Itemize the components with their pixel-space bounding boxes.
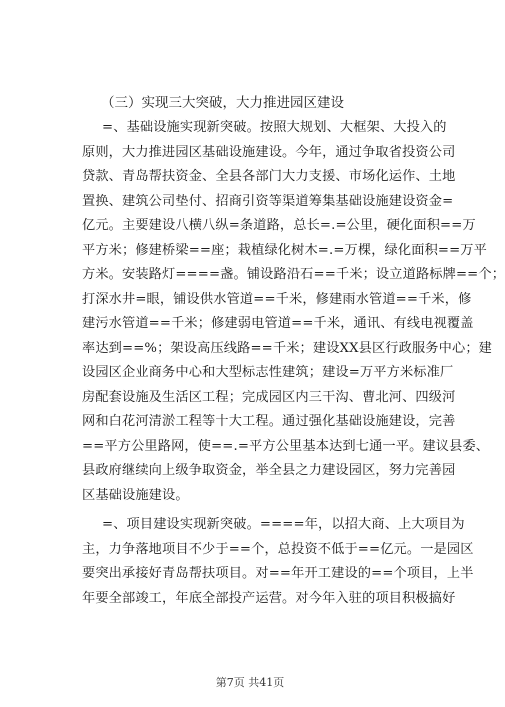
section-heading: （三）实现三大突破，大力推进园区建设: [101, 95, 344, 111]
text-line: 县政府继续向上级争取资金，举全县之力建设园区，努力完善园: [82, 463, 456, 478]
text-line: ==平方公里路网，使==.=平方公里基本达到七通一平。建议县委、: [82, 438, 490, 454]
text-line: 方米。安装路灯====盏。铺设路沿石==千米；设立道路标牌==个；: [82, 267, 505, 282]
text-line: 设园区企业商务中心和大型标志性建筑；建设=万平方米标准厂: [82, 365, 454, 380]
text-line: 网和白花河清淤工程等十大工程。通过强化基础设施建设，完善: [82, 414, 456, 429]
text-line: 房配套设施及生活区工程；完成园区内三干沟、曹北河、四级河: [82, 389, 456, 405]
text-line: 率达到==%；架设高压线路==千米；建设XX县区行政服务中心；建: [82, 340, 492, 356]
text-line: =、基础设施实现新突破。按照大规划、大框架、大投入的: [102, 120, 447, 135]
text-line: 建污水管道==千米；修建弱电管道==千米，通讯、有线电视覆盖: [82, 316, 474, 331]
text-line: 要突出承接好青岛帮扶项目。对==年开工建设的==个项目，上半: [82, 566, 474, 581]
text-line: 打深水井=眼，铺设供水管道==千米，修建雨水管道==千米，修: [82, 291, 472, 307]
text-line: 贷款、青岛帮扶资金、全县各部门大力支援、市场化运作、土地: [82, 169, 456, 184]
text-line: 年要全部竣工，年底全部投产运营。对今年入驻的项目积极搞好: [82, 590, 456, 606]
paragraph-infrastructure: [82, 116, 505, 508]
text-line: 主，力争落地项目不少于==个，总投资不低于==亿元。一是园区: [82, 541, 474, 557]
text-line: 亿元。主要建设八横八纵=条道路，总长=.=公里，硬化面积==万: [82, 218, 476, 233]
text-line: 区基础设施建设。: [82, 487, 189, 503]
text-line: 置换、建筑公司垫付、招商引资等渠道筹集基础设施建设资金=: [82, 193, 454, 209]
text-line: =、项目建设实现新突破。====年，以招大商、上大项目为: [102, 517, 465, 532]
text-line: 平方米；修建桥梁==座；栽植绿化树木=.=万棵，绿化面积==万平: [82, 242, 487, 258]
page-footer: 第7页 共41页: [215, 676, 285, 689]
text-line: 原则，大力推进园区基础设施建设。今年，通过争取省投资公司: [82, 144, 456, 160]
paragraph-projects: [82, 513, 474, 611]
